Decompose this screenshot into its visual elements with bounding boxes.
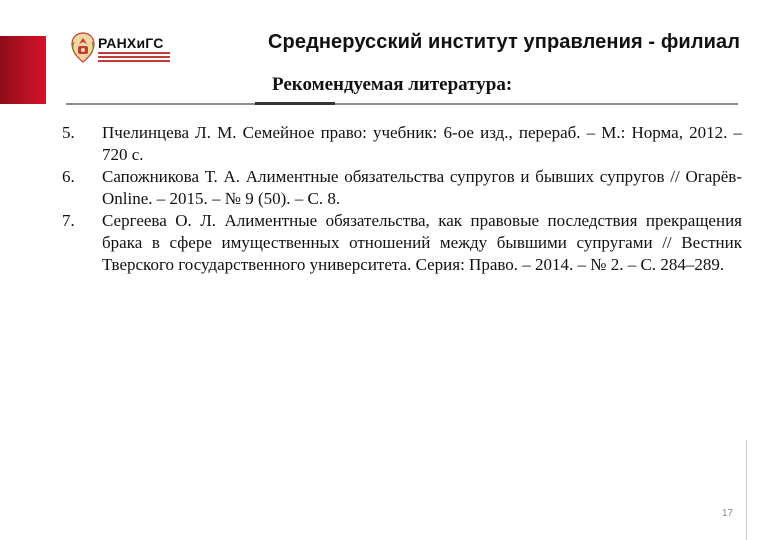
institute-name: Среднерусский институт управления - филиал: [268, 31, 741, 53]
ranepa-logo: [70, 30, 180, 70]
red-accent-bar: [0, 36, 46, 104]
reference-list: [0, 122, 742, 276]
logo-wordmark: РАНХиГС: [98, 35, 164, 51]
logo-subtitle-lines: [98, 52, 170, 64]
title-underline: [66, 103, 738, 105]
title-underline-accent: [255, 102, 335, 105]
footer-divider: [746, 440, 747, 540]
reference-text: Пчелинцева Л. М. Семейное право: учебник: 6-ое изд., перераб. – М.: Норма, 2012. – 720 с.: [102, 123, 742, 164]
reference-text: Сапожникова Т. А. Алиментные обязательства супругов и бывших супругов // Огарёв-Online. – 2015. – № 9 (50). – С. 8.: [102, 167, 742, 208]
reference-number: 6.: [62, 167, 75, 186]
reference-text: Сергеева О. Л. Алиментные обязательства, как правовые последствия прекращения брака в сфере имущественных отношений между бывшими супругами // Вестник Тверского государственного университета. Серия: Право. – 2014. – № 2. – С. 284–289.: [102, 211, 742, 274]
reference-item: [0, 122, 742, 166]
page-number: 17: [722, 508, 734, 519]
reference-number: 5.: [62, 123, 75, 142]
emblem-icon: [70, 32, 96, 64]
reference-number: 7.: [62, 211, 75, 230]
reference-item: [0, 210, 742, 276]
reference-item: [0, 166, 742, 210]
slide-title: Рекомендуемая литература:: [272, 74, 513, 95]
